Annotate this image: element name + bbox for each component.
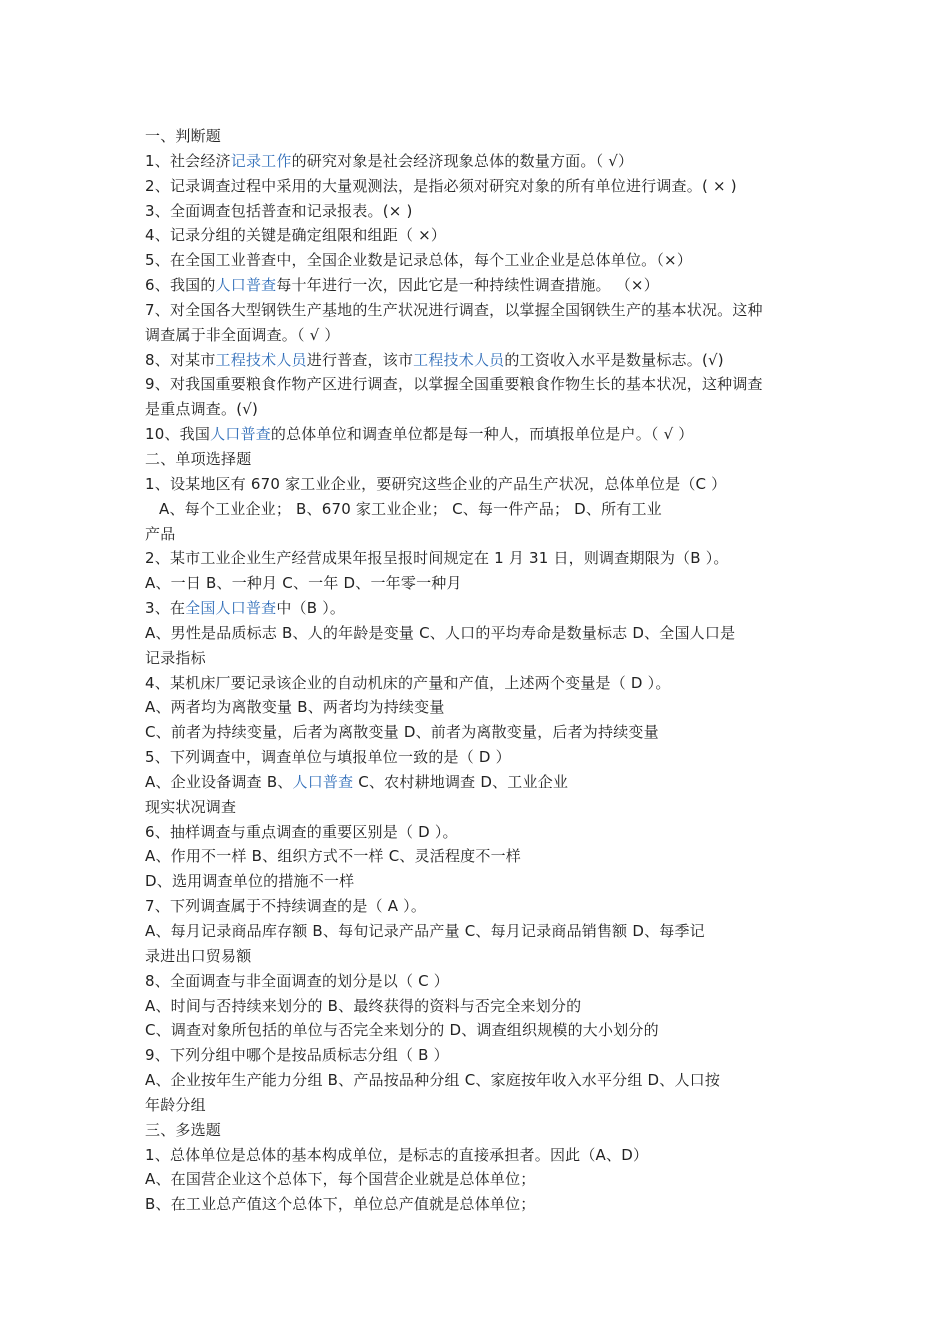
judge-q9-line2: 是重点调查。(√)	[145, 400, 259, 419]
single-q2: 2、某市工业企业生产经营成果年报呈报时间规定在 1 月 31 日，则调查期限为（B ）。	[145, 549, 729, 568]
single-q4-options-2: C、前者为持续变量，后者为离散变量 D、前者为离散变量，后者为持续变量	[145, 723, 659, 742]
single-q3-options-cont: 记录指标	[145, 648, 206, 667]
link-tongji-gongzuo[interactable]: 记录工作	[230, 151, 292, 170]
link-renkou-pucha-2[interactable]: 人口普查	[210, 425, 271, 444]
single-q9-options-cont: 年龄分组	[145, 1095, 206, 1114]
link-gongcheng-jishu-renyuan[interactable]: 工程技术人员	[215, 350, 307, 369]
judge-q3: 3、全面调查包括普查和记录报表。(× )	[145, 201, 413, 220]
link-gongcheng-jishu-renyuan-2[interactable]: 工程技术人员	[413, 350, 505, 369]
judge-q4: 4、记录分组的关键是确定组限和组距（ ×）	[145, 226, 447, 245]
link-renkou-pucha[interactable]: 人口普查	[215, 276, 277, 295]
single-q2-options: A、一日 B、一种月 C、一年 D、一年零一种月	[145, 574, 462, 593]
single-q7: 7、下列调查属于不持续调查的是（ A ）。	[145, 897, 427, 916]
single-q1-options-cont: 产品	[145, 524, 176, 543]
section-heading-multi: 三、多选题	[145, 1120, 222, 1139]
single-q5: 5、下列调查中，调查单位与填报单位一致的是（ D ）	[145, 748, 511, 767]
judge-q5: 5、在全国工业普查中，全国企业数是记录总体，每个工业企业是总体单位。（×）	[145, 251, 693, 270]
judge-q8: 8、对某市工程技术人员进行普查，该市工程技术人员的工资收入水平是数量标志。(√)	[145, 350, 724, 369]
judge-q6: 6、我国的人口普查每十年进行一次，因此它是一种持续性调查措施。 （×）	[145, 276, 659, 295]
judge-q2: 2、记录调查过程中采用的大量观测法，是指必须对研究对象的所有单位进行调查。( × )	[145, 176, 737, 195]
single-q3-options: A、男性是品质标志 B、人的年龄是变量 C、人口的平均寿命是数量标志 D、全国人口是	[145, 623, 736, 642]
single-q5-options-cont: 现实状况调查	[145, 797, 237, 816]
single-q7-options: A、每月记录商品库存额 B、每旬记录产品产量 C、每月记录商品销售额 D、每季记	[145, 922, 705, 940]
judge-q7-line2: 调查属于非全面调查。（ √ ）	[145, 325, 340, 344]
single-q1-options: A、每个工业企业； B、670 家工业企业； C、每一件产品； D、所有工业	[159, 499, 662, 518]
judge-q10: 10、我国人口普查的总体单位和调查单位都是每一种人，而填报单位是户。（ √ ）	[145, 425, 694, 444]
multi-q1: 1、总体单位是总体的基本构成单位，是标志的直接承担者。因此（A、D）	[145, 1145, 649, 1164]
judge-q1: 1、社会经济记录工作的研究对象是社会经济现象总体的数量方面。（ √）	[145, 151, 634, 170]
judge-q7-line1: 7、对全国各大型钢铁生产基地的生产状况进行调查，以掌握全国钢铁生产的基本状况。这种	[145, 300, 763, 319]
single-q4-options-1: A、两者均为离散变量 B、两者均为持续变量	[145, 698, 445, 717]
single-q5-options: A、企业设备调查 B、人口普查 C、农村耕地调查 D、工业企业	[145, 772, 569, 791]
document-body	[145, 124, 835, 1217]
single-q9: 9、下列分组中哪个是按品质标志分组（ B ）	[145, 1046, 449, 1065]
multi-q1-option-a: A、在国营企业这个总体下，每个国营企业就是总体单位；	[145, 1170, 536, 1189]
multi-q1-option-b: B、在工业总产值这个总体下，单位总产值就是总体单位；	[145, 1195, 536, 1214]
section-heading-judge: 一、判断题	[145, 127, 222, 145]
single-q7-options-cont: 录进出口贸易额	[145, 946, 252, 965]
single-q1: 1、设某地区有 670 家工业企业，要研究这些企业的产品生产状况，总体单位是（C ）	[145, 474, 727, 493]
single-q3: 3、在全国人口普查中（B ）。	[145, 599, 346, 618]
single-q8-options-2: C、调查对象所包括的单位与否完全来划分的 D、调查组织规模的大小划分的	[145, 1021, 659, 1040]
single-q4: 4、某机床厂要记录该企业的自动机床的产量和产值，上述两个变量是（ D ）。	[145, 673, 671, 692]
section-heading-single: 二、单项选择题	[145, 449, 252, 468]
single-q9-options: A、企业按年生产能力分组 B、产品按品种分组 C、家庭按年收入水平分组 D、人口按	[145, 1071, 721, 1090]
single-q6: 6、抽样调查与重点调查的重要区别是（ D ）。	[145, 822, 458, 841]
link-quanguo-renkou-pucha[interactable]: 全国人口普查	[185, 599, 277, 618]
single-q8: 8、全面调查与非全面调查的划分是以（ C ）	[145, 971, 449, 990]
judge-q9-line1: 9、对我国重要粮食作物产区进行调查，以掌握全国重要粮食作物生长的基本状况，这种调查	[145, 375, 763, 394]
single-q8-options-1: A、时间与否持续来划分的 B、最终获得的资料与否完全来划分的	[145, 996, 582, 1015]
single-q6-options: A、作用不一样 B、组织方式不一样 C、灵活程度不一样	[145, 847, 521, 866]
link-renkou-pucha-3[interactable]: 人口普查	[292, 772, 354, 791]
single-q6-options-cont: D、选用调查单位的措施不一样	[145, 872, 355, 891]
